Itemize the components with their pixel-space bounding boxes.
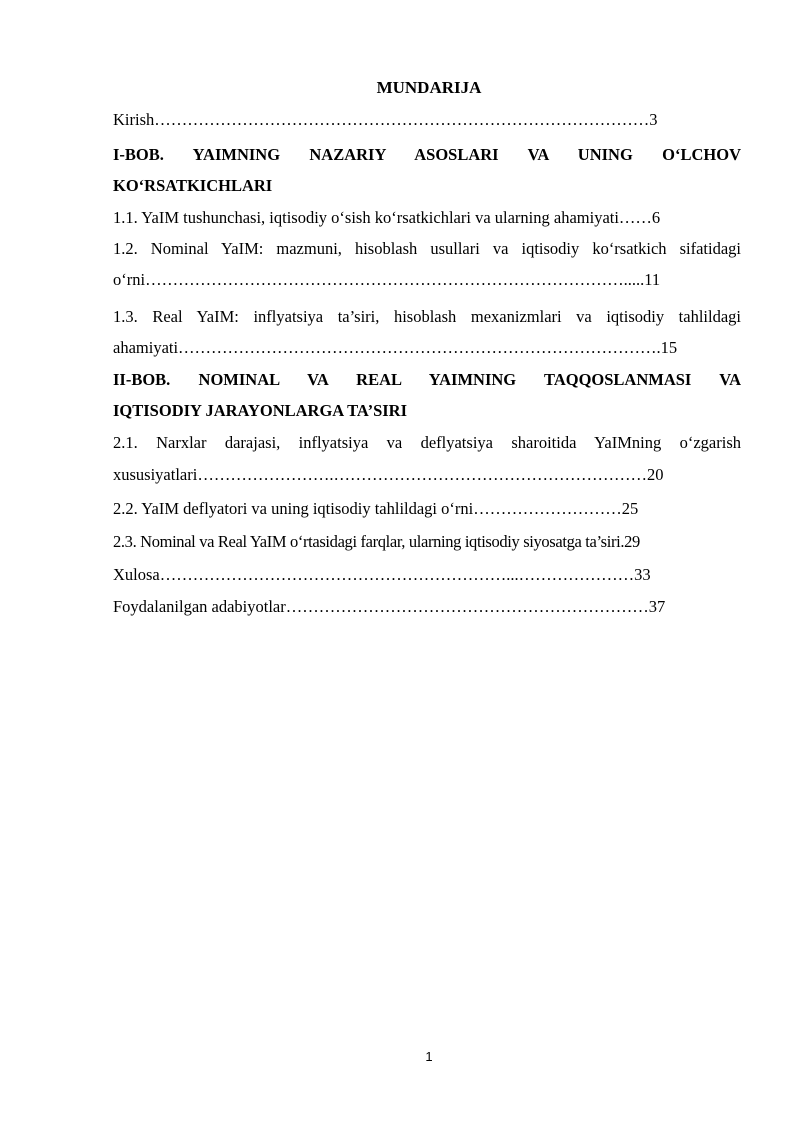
page-number: 1: [425, 1049, 433, 1064]
toc-entry-1-1: 1.1. YaIM tushunchasi, iqtisodiy o‘sish ko‘rsatkichlari va ularning ahamiyati……6: [113, 208, 661, 227]
toc-entry-2-2: 2.2. YaIM deflyatori va uning iqtisodiy tahlildagi o‘rni………………………25: [113, 499, 639, 518]
toc-entry-2-3: 2.3. Nominal va Real YaIM o‘rtasidagi farqlar, ularning iqtisodiy siyosatga ta’siri.29: [113, 532, 640, 551]
toc-entry-kirish: Kirish………………………………………………………………………………3: [113, 110, 658, 129]
toc-entry-xulosa: Xulosa………………………………………………………...…………………33: [113, 565, 651, 584]
toc-entry-2-1-cont: xususiyatlari…………………….…………………………………………………20: [113, 465, 664, 484]
toc-chapter-2-heading: II-BOB. NOMINAL VA REAL YAIMNING TAQQOSLANMASI VA: [113, 370, 741, 389]
toc-entry-2-1: 2.1. Narxlar darajasi, inflyatsiya va deflyatsiya sharoitida YaIMning o‘zgarish: [113, 433, 741, 452]
toc-entry-1-3-cont: ahamiyati…………………………………………………………………………….15: [113, 338, 678, 357]
toc-chapter-1-heading-cont: KO‘RSATKICHLARI: [113, 176, 273, 195]
toc-entry-1-3: 1.3. Real YaIM: inflyatsiya ta’siri, hisoblash mexanizmlari va iqtisodiy tahlildagi: [113, 307, 741, 326]
toc-entry-1-2: 1.2. Nominal YaIM: mazmuni, hisoblash usullari va iqtisodiy ko‘rsatkich sifatidagi: [113, 239, 741, 258]
toc-entry-1-2-cont: o‘rni…………………………………………………………………………….....11: [113, 270, 661, 289]
toc-entry-adabiyotlar: Foydalanilgan adabiyotlar…………………………………………………………37: [113, 597, 666, 616]
toc-chapter-1-heading: I-BOB. YAIMNING NAZARIY ASOSLARI VA UNING O‘LCHOV: [113, 145, 741, 164]
toc-chapter-2-heading-cont: IQTISODIY JARAYONLARGA TA’SIRI: [113, 401, 408, 420]
page-title: MUNDARIJA: [376, 78, 482, 97]
